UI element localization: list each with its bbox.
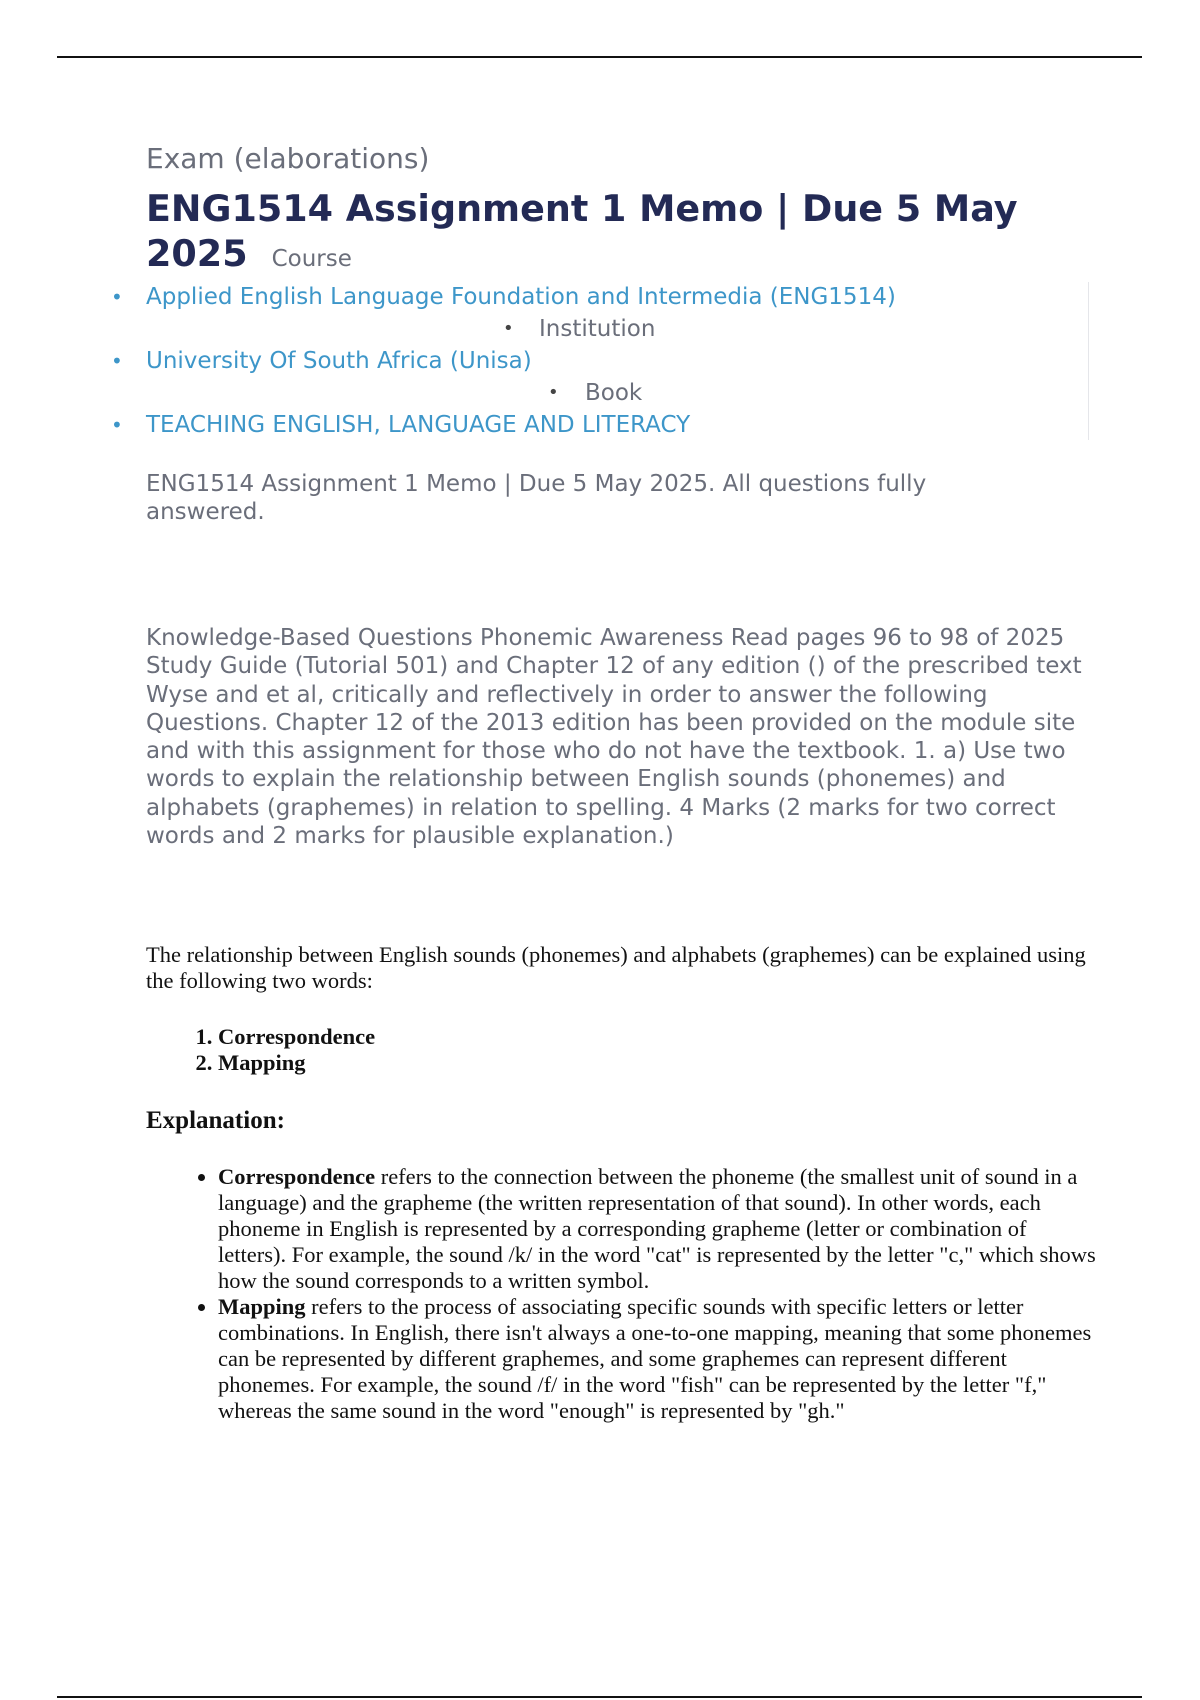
document-content [111,140,1096,1424]
institution-label-row [146,312,1088,346]
document-title [146,186,1096,282]
book-link-row [111,410,1088,440]
bullet-icon: • [111,413,123,437]
word-item: 1. Correspondence [218,1024,1096,1050]
bullet-icon: • [111,285,123,309]
bullet-icon: • [111,349,123,373]
answer-section [146,942,1096,1424]
document-title-text: ENG1514 Assignment 1 Memo | Due 5 May 2025 [146,187,1018,275]
explanation-text: refers to the connection between the phoneme (the smallest unit of sound in a language) and the grapheme (the written representation of that sound). In other words, each phoneme in English is represented by a corresponding grapheme (letter or combination of letters). For example, the sound /k/ in the word "cat" is represented by the letter "c," which shows how the sound corresponds to a written symbol. [218,1164,1096,1294]
book-link[interactable]: TEACHING ENGLISH, LANGUAGE AND LITERACY [146,412,691,438]
explanation-item [218,1294,1096,1424]
institution-link-row [111,346,1088,376]
bottom-rule [57,1696,1142,1698]
course-link-row [111,282,1088,312]
explanation-term: Mapping [218,1294,306,1320]
word-item: 2. Mapping [218,1050,1096,1076]
top-rule [57,56,1142,58]
explanation-item [218,1164,1096,1294]
document-summary: ENG1514 Assignment 1 Memo | Due 5 May 2025. All questions fully answered. [146,471,927,525]
institution-link[interactable]: University Of South Africa (Unisa) [146,348,532,374]
bullet-icon: • [503,318,514,339]
book-label: Book [585,380,643,406]
book-label-row [146,376,1088,410]
document-type-label: Exam (elaborations) [146,142,430,175]
answer-intro: The relationship between English sounds (phonemes) and alphabets (graphemes) can be explained using the following two words: [146,942,1086,994]
question-excerpt: Knowledge-Based Questions Phonemic Awareness Read pages 96 to 98 of 2025 Study Guide (Tutorial 501) and Chapter 12 of any edition () of the prescribed text Wyse and et al, critically and reflectively in order to answer the following Questions. Chapter 12 of the 2013 edition has been provided on the module site and with this assignment for those who do not have the textbook. 1. a) Use two words to explain the relationship between English sounds (phonemes) and alphabets (graphemes) in relation to spelling. 4 Marks (2 marks for two correct words and 2 marks for plausible explanation.) [146,625,1082,850]
bullet-icon: • [548,382,559,403]
explanation-text: refers to the process of associating specific sounds with specific letters or letter combinations. In English, there isn't always a one-to-one mapping, meaning that some phonemes can be represented by different graphemes, and some graphemes can represent different phonemes. For example, the sound /f/ in the word "fish" can be represented by the letter "f," whereas the same sound in the word "enough" is represented by "gh." [218,1294,1092,1424]
explanation-heading: Explanation: [146,1107,285,1135]
course-link[interactable]: Applied English Language Foundation and Intermedia (ENG1514) [146,284,896,310]
document-meta [111,282,1089,440]
institution-label: Institution [539,316,656,342]
explanation-list [146,1164,1096,1424]
two-words-list [146,1024,1096,1076]
course-label: Course [271,246,352,272]
explanation-term: Correspondence [218,1164,376,1190]
